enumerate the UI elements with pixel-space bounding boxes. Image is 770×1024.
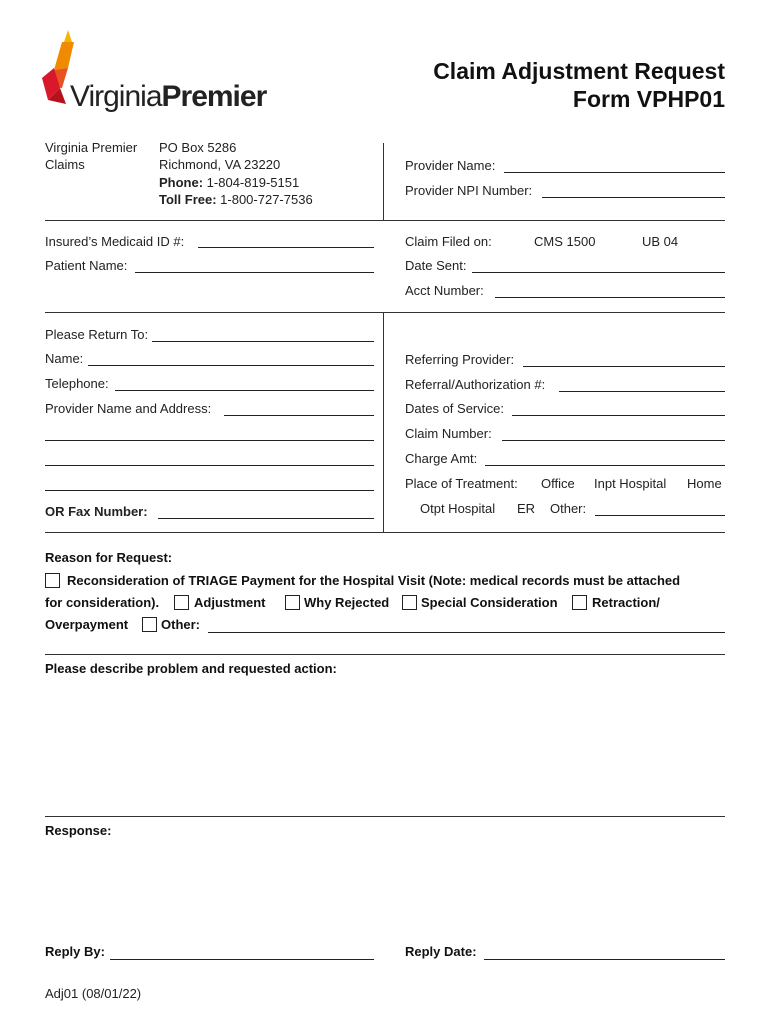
- patient-name-label: Patient Name:: [45, 258, 128, 273]
- provider-npi-field[interactable]: [542, 197, 725, 198]
- place-other-label: Other:: [550, 501, 587, 516]
- medicaid-id-field[interactable]: [198, 247, 374, 248]
- describe-label: Please describe problem and requested action:: [45, 661, 337, 676]
- claims-org-line2: Claims: [45, 157, 85, 172]
- return-phone-label: Telephone:: [45, 376, 109, 391]
- place-home[interactable]: Home: [687, 476, 722, 491]
- triage-label-line1: Reconsideration of TRIAGE Payment for the Hospital Visit (Note: medical records must be attached: [67, 573, 681, 588]
- provider-address-field-1[interactable]: [224, 415, 374, 416]
- fax-number-field[interactable]: [158, 518, 374, 519]
- acct-number-label: Acct Number:: [405, 283, 484, 298]
- referral-auth-label: Referral/Authorization #:: [405, 377, 546, 392]
- provider-address-field-2[interactable]: [45, 440, 374, 441]
- other-reason-checkbox[interactable]: [142, 617, 157, 632]
- phone-value: 1-804-819-5151: [203, 175, 300, 190]
- claims-po-box: PO Box 5286: [159, 140, 237, 155]
- provider-name-label: Provider Name:: [405, 158, 496, 173]
- place-otpt-hospital[interactable]: Otpt Hospital: [420, 501, 496, 516]
- triage-checkbox[interactable]: [45, 573, 60, 588]
- logo-text-bold: Premier: [161, 80, 267, 113]
- reply-date-label: Reply Date:: [405, 944, 477, 959]
- place-other-field[interactable]: [595, 515, 725, 516]
- claim-number-field[interactable]: [502, 440, 725, 441]
- tollfree-label: Toll Free:: [159, 192, 217, 207]
- special-consideration-label: Special Consideration: [421, 595, 558, 610]
- response-textarea[interactable]: [45, 842, 725, 937]
- place-inpt-hospital[interactable]: Inpt Hospital: [594, 476, 667, 491]
- date-sent-field[interactable]: [472, 272, 725, 273]
- referral-auth-field[interactable]: [559, 391, 725, 392]
- logo: [40, 30, 280, 115]
- triage-label-line2: for consideration).: [45, 595, 160, 610]
- describe-textarea[interactable]: [45, 680, 725, 814]
- reply-date-field[interactable]: [484, 959, 725, 960]
- dates-of-service-field[interactable]: [512, 415, 725, 416]
- place-er[interactable]: ER: [517, 501, 536, 516]
- return-to-label: Please Return To:: [45, 327, 149, 342]
- claims-org-line1: Virginia Premier: [45, 140, 138, 155]
- provider-npi-label: Provider NPI Number:: [405, 183, 533, 198]
- reason-heading: Reason for Request:: [45, 550, 173, 565]
- why-rejected-checkbox[interactable]: [285, 595, 300, 610]
- retraction-checkbox[interactable]: [572, 595, 587, 610]
- charge-amount-field[interactable]: [485, 465, 725, 466]
- reply-by-field[interactable]: [110, 959, 374, 960]
- column-divider-top: [383, 143, 384, 220]
- logo-text-regular: Virginia: [70, 80, 162, 113]
- return-name-field[interactable]: [88, 365, 374, 366]
- response-label: Response:: [45, 823, 112, 838]
- tollfree-value: 1-800-727-7536: [216, 192, 313, 207]
- provider-name-field[interactable]: [504, 172, 725, 173]
- section-rule-4: [45, 654, 725, 655]
- claim-option-ub[interactable]: UB 04: [642, 234, 679, 249]
- other-reason-label: Other:: [161, 617, 200, 632]
- claims-tollfree: [159, 192, 313, 208]
- section-rule-5: [45, 816, 725, 817]
- phone-label: Phone:: [159, 175, 204, 190]
- other-reason-field[interactable]: [208, 632, 725, 633]
- adjustment-checkbox[interactable]: [174, 595, 189, 610]
- fax-number-label: OR Fax Number:: [45, 504, 148, 519]
- date-sent-label: Date Sent:: [405, 258, 467, 273]
- claim-number-label: Claim Number:: [405, 426, 492, 441]
- section-rule-3: [45, 532, 725, 533]
- claim-option-cms[interactable]: CMS 1500: [534, 234, 596, 249]
- place-office[interactable]: Office: [541, 476, 575, 491]
- retraction-label: Retraction/: [592, 595, 660, 610]
- form-title: Claim Adjustment Request: [433, 58, 725, 84]
- section-rule-2: [45, 312, 725, 313]
- special-consideration-checkbox[interactable]: [402, 595, 417, 610]
- why-rejected-label: Why Rejected: [304, 595, 390, 610]
- overpayment-label: Overpayment: [45, 617, 129, 632]
- provider-address-field-3[interactable]: [45, 465, 374, 466]
- claims-city: Richmond, VA 23220: [159, 157, 281, 172]
- return-name-label: Name:: [45, 351, 84, 366]
- medicaid-id-label: Insured’s Medicaid ID #:: [45, 234, 185, 249]
- reply-by-label: Reply By:: [45, 944, 105, 959]
- logo-wordmark: [70, 80, 266, 114]
- form-subtitle: Form VPHP01: [572, 86, 725, 112]
- section-rule-1: [45, 220, 725, 221]
- referring-provider-field[interactable]: [523, 366, 725, 367]
- charge-amount-label: Charge Amt:: [405, 451, 478, 466]
- referring-provider-label: Referring Provider:: [405, 352, 515, 367]
- provider-address-label: Provider Name and Address:: [45, 401, 212, 416]
- form-code-footer: Adj01 (08/01/22): [45, 986, 142, 1001]
- patient-name-field[interactable]: [135, 272, 374, 273]
- column-divider-mid: [383, 312, 384, 532]
- acct-number-field[interactable]: [495, 297, 725, 298]
- return-phone-field[interactable]: [115, 390, 374, 391]
- claim-filed-label: Claim Filed on:: [405, 234, 492, 249]
- claims-phone: [159, 175, 299, 191]
- adjustment-label: Adjustment: [194, 595, 266, 610]
- return-to-field[interactable]: [152, 341, 374, 342]
- place-of-treatment-label: Place of Treatment:: [405, 476, 518, 491]
- provider-address-field-4[interactable]: [45, 490, 374, 491]
- dates-of-service-label: Dates of Service:: [405, 401, 504, 416]
